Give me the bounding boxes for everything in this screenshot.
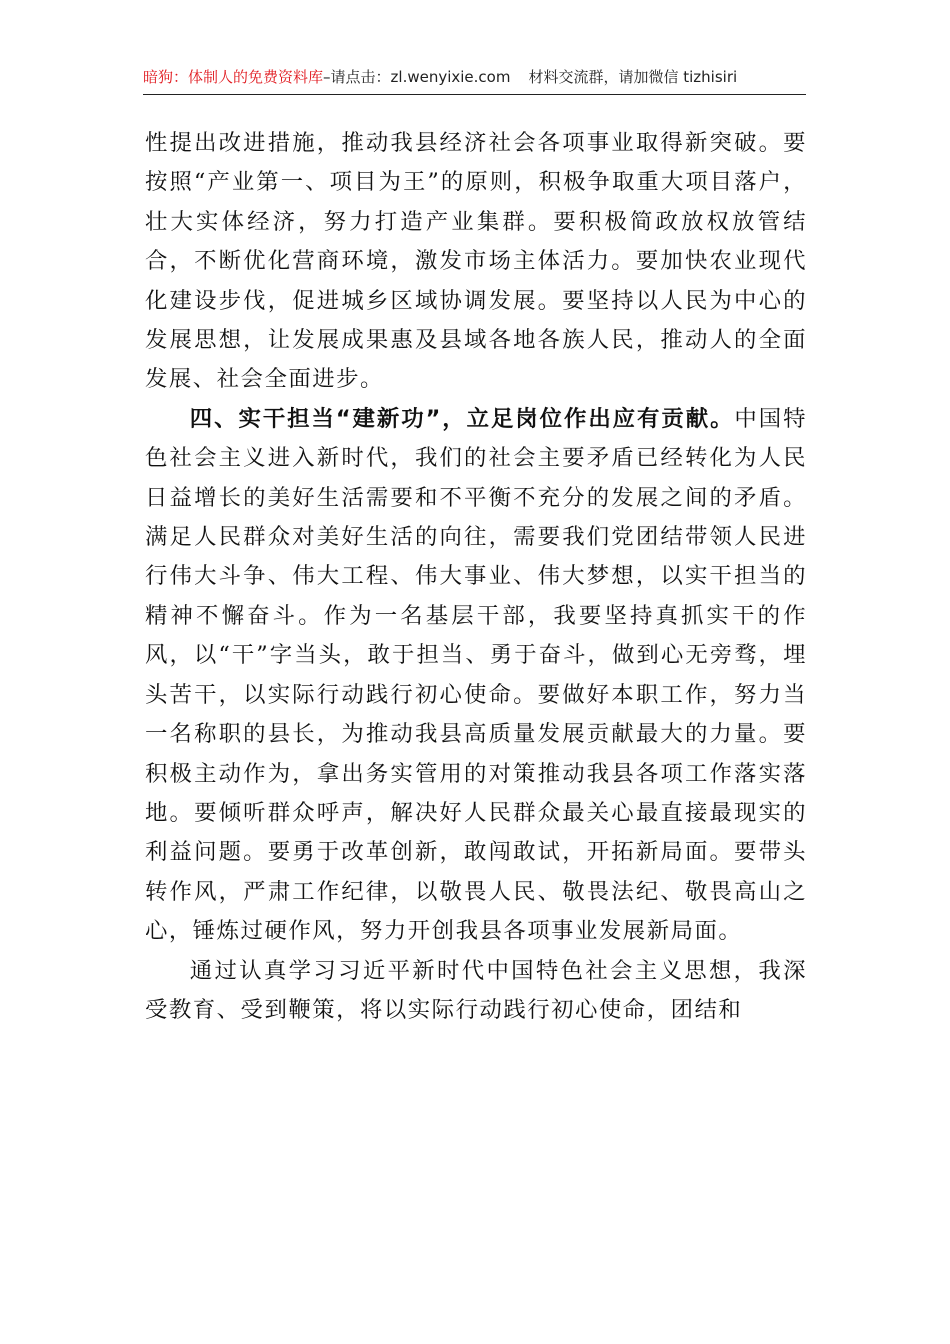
paragraph-conclusion: 通过认真学习习近平新时代中国特色社会主义思想，我深受教育、受到鞭策，将以实际行动践行初心使命，团结和 — [145, 957, 807, 1023]
paragraph-continuation: 性提出改进措施，推动我县经济社会各项事业取得新突破。要按照“产业第一、项目为王”的原则，积极争取重大项目落户，壮大实体经济，努力打造产业集群。要积极简政放权放管结合，不断优化营商环境，激发市场主体活力。要加快农业现代化建设步伐，促进城乡区域协调发展。要坚持以人民为中心的发展思想，让发展成果惠及县域各地各族人民，推动人的全面发展、社会全面进步。 — [145, 130, 807, 393]
page-header — [143, 60, 806, 95]
header-prompt: –请点击： — [323, 68, 391, 86]
header-note: 材料交流群，请加微信 tizhisiri — [528, 68, 738, 86]
header-url-link[interactable]: zl.wenyixie.com — [390, 68, 511, 86]
header-brand: 暗狗：体制人的免费资料库 — [143, 68, 324, 86]
section-heading: 四、实干担当“建新功”，立足岗位作出应有贡献。 — [189, 405, 735, 432]
paragraph-section-four — [145, 400, 807, 952]
section-body: 中国特色社会主义进入新时代，我们的社会主要矛盾已经转化为人民日益增长的美好生活需要和不平衡不充分的发展之间的矛盾。满足人民群众对美好生活的向往，需要我们党团结带领人民进行伟大斗争、伟大工程、伟大事业、伟大梦想，以实干担当的精神不懈奋斗。作为一名基层干部，我要坚持真抓实干的作风，以“干”字当头，敢于担当、勇于奋斗，做到心无旁骛，埋头苦干，以实际行动践行初心使命。要做好本职工作，努力当一名称职的县长，为推动我县高质量发展贡献最大的力量。要积极主动作为，拿出务实管用的对策推动我县各项工作落实落地。要倾听群众呼声，解决好人民群众最关心最直接最现实的利益问题。要勇于改革创新，敢闯敢试，开拓新局面。要带头转作风，严肃工作纪律，以敬畏人民、敬畏法纪、敬畏高山之心，锤炼过硬作风，努力开创我县各项事业发展新局面。 — [145, 405, 808, 945]
document-body — [145, 124, 807, 1030]
